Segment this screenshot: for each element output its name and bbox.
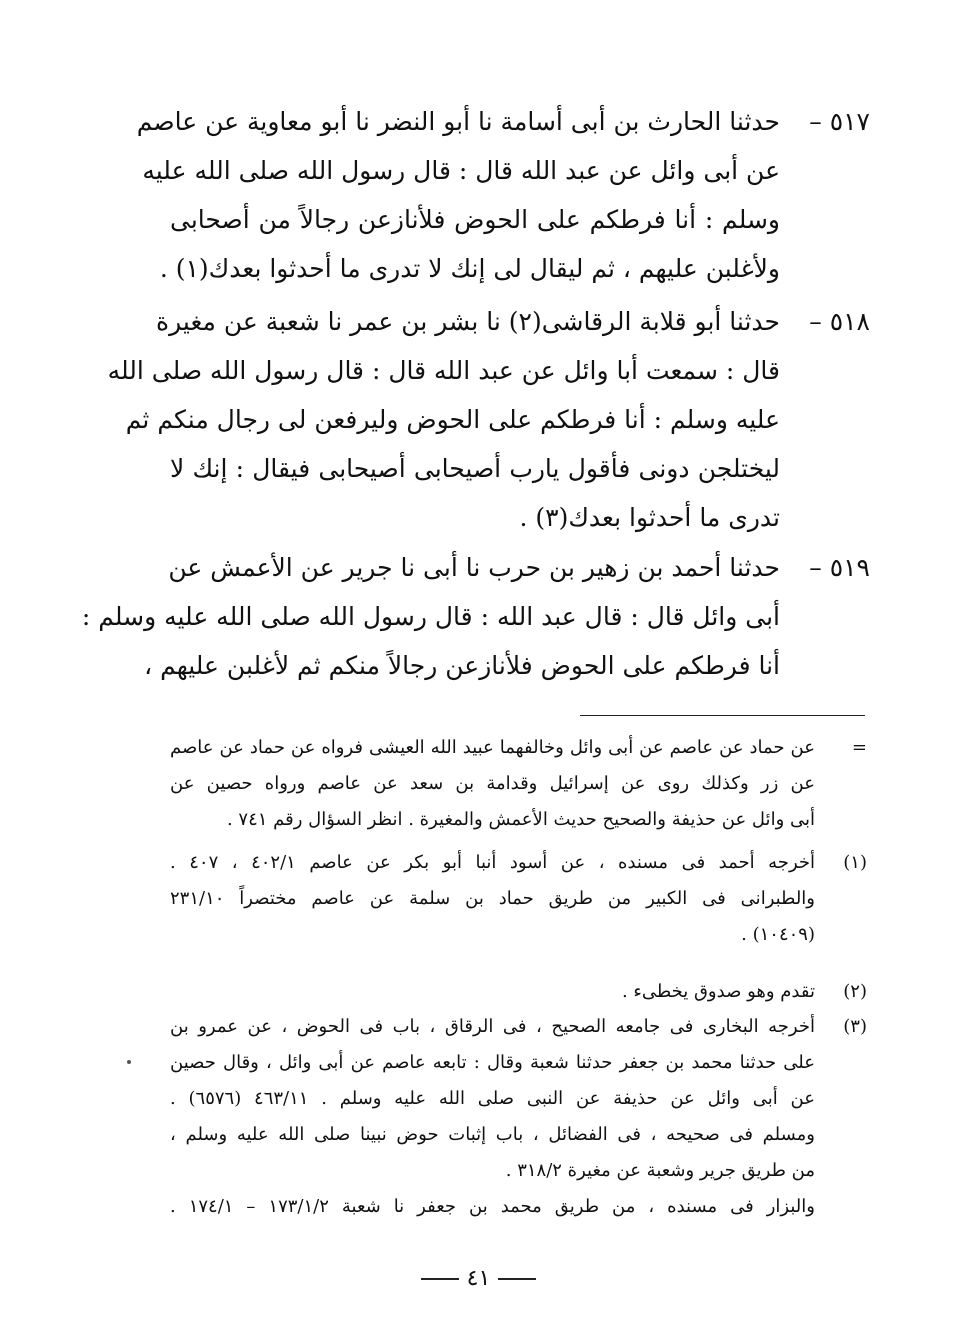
text-line: ليختلجن دونى فأقول يارب أصيحابى أصيحابى فيقال : إنك لا: [170, 454, 780, 483]
footnote-text: [170, 730, 815, 838]
footnote-line: (١٠٤٠٩) .: [741, 924, 815, 945]
footnote-line: من طريق جرير وشعبة عن مغيرة ٣١٨/٢ .: [505, 1160, 815, 1181]
footnote-line: أخرجه البخارى فى جامعه الصحيح ، فى الرقاق ، باب فى الحوض ، عن عمرو بن: [170, 1016, 815, 1037]
footnote-marker: =: [851, 737, 867, 758]
footnote-text: [170, 845, 815, 953]
hadith-entry-518: [107, 297, 870, 542]
footnote-line: عن زر وكذلك روى عن إسرائيل وقدامة بن سعد عن عاصم ورواه حصين عن: [170, 773, 815, 794]
hadith-entry-517: [136, 97, 870, 293]
entry-text: [107, 297, 780, 542]
footnote-text: [170, 974, 815, 1010]
footnote-continuation: [170, 730, 867, 838]
footnote-line: أبى وائل عن حذيفة والصحيح حديث الأعمش والمغيرة . انظر السؤال رقم ٧٤١ .: [226, 809, 815, 830]
text-line: تدرى ما أحدثوا بعدك(٣) .: [519, 503, 780, 532]
text-line: حدثنا الحارث بن أبى أسامة نا أبو النضر نا أبو معاوية عن عاصم: [136, 107, 780, 136]
scan-speck: [127, 1060, 131, 1064]
text-line: وسلم : أنا فرطكم على الحوض فلأنازعن رجالاً من أصحابى: [170, 205, 780, 234]
footnote-line: عن أبى وائل عن حذيفة عن النبى صلى الله عليه وسلم . ٤٦٣/١١ (٦٥٧٦) .: [170, 1088, 815, 1109]
footnote-line: والطبرانى فى الكبير من طريق حماد بن سلمة عن عاصم مختصراً ٢٣١/١٠: [170, 888, 815, 909]
hadith-entry-519: [81, 543, 870, 690]
footnote-line: تقدم وهو صدوق يخطىء .: [621, 981, 815, 1002]
text-line: عن أبى وائل عن عبد الله قال : قال رسول الله صلى الله عليه: [142, 156, 780, 185]
footnote-line: أخرجه أحمد فى مسنده ، عن أسود أنبا أبو بكر عن عاصم ٤٠٢/١ ، ٤٠٧ .: [170, 852, 815, 873]
footnote-text: [170, 1009, 815, 1225]
footnote-line: ومسلم فى صحيحه ، فى الفضائل ، باب إثبات حوض نبينا صلى الله عليه وسلم ،: [170, 1124, 815, 1145]
dash-right: [421, 1278, 459, 1280]
entry-number: ٥١٨ –: [809, 307, 870, 336]
page-number-text: ٤١: [466, 1266, 491, 1291]
text-line: عليه وسلم : أنا فرطكم على الحوض وليرفعن لى رجال منكم ثم: [125, 405, 780, 434]
entry-text: [136, 97, 780, 293]
page-number: [0, 1262, 957, 1296]
text-line: ولأغلبن عليهم ، ثم ليقال لى إنك لا تدرى ما أحدثوا بعدك(١) .: [159, 254, 780, 283]
footnote-line: عن حماد عن عاصم عن أبى وائل وخالفهما عبيد الله العيشى فرواه عن حماد عن عاصم: [170, 737, 815, 758]
footnote-3: [170, 1009, 867, 1225]
footnote-marker: (٣): [843, 1016, 867, 1037]
entry-text: [81, 543, 780, 690]
dash-left: [498, 1278, 536, 1280]
footnote-2: [170, 974, 867, 1010]
text-line: أنا فرطكم على الحوض فلأنازعن رجالاً منكم ثم لأغلبن عليهم ،: [144, 651, 780, 680]
text-line: حدثنا أحمد بن زهير بن حرب نا أبى نا جرير عن الأعمش عن: [168, 553, 780, 582]
footnote-marker: (٢): [843, 981, 867, 1002]
entry-number: ٥١٧ –: [809, 107, 870, 136]
entry-number: ٥١٩ –: [809, 553, 870, 582]
text-line: حدثنا أبو قلابة الرقاشى(٢) نا بشر بن عمر نا شعبة عن مغيرة: [156, 307, 780, 336]
footnote-1: [170, 845, 867, 953]
footnote-line: والبزار فى مسنده ، من طريق محمد بن جعفر نا شعبة ١٧٣/١/٢ – ١٧٤/١ .: [170, 1196, 815, 1217]
footnote-marker: (١): [843, 852, 867, 873]
footnote-separator: [580, 715, 865, 716]
text-line: أبى وائل قال : قال عبد الله : قال رسول الله صلى الله عليه وسلم :: [81, 602, 780, 631]
text-line: قال : سمعت أبا وائل عن عبد الله قال : قال رسول الله صلى الله: [107, 356, 780, 385]
footnote-line: على حدثنا محمد بن جعفر حدثنا شعبة وقال : تابعه عاصم عن أبى وائل ، وقال حصين: [170, 1052, 815, 1073]
